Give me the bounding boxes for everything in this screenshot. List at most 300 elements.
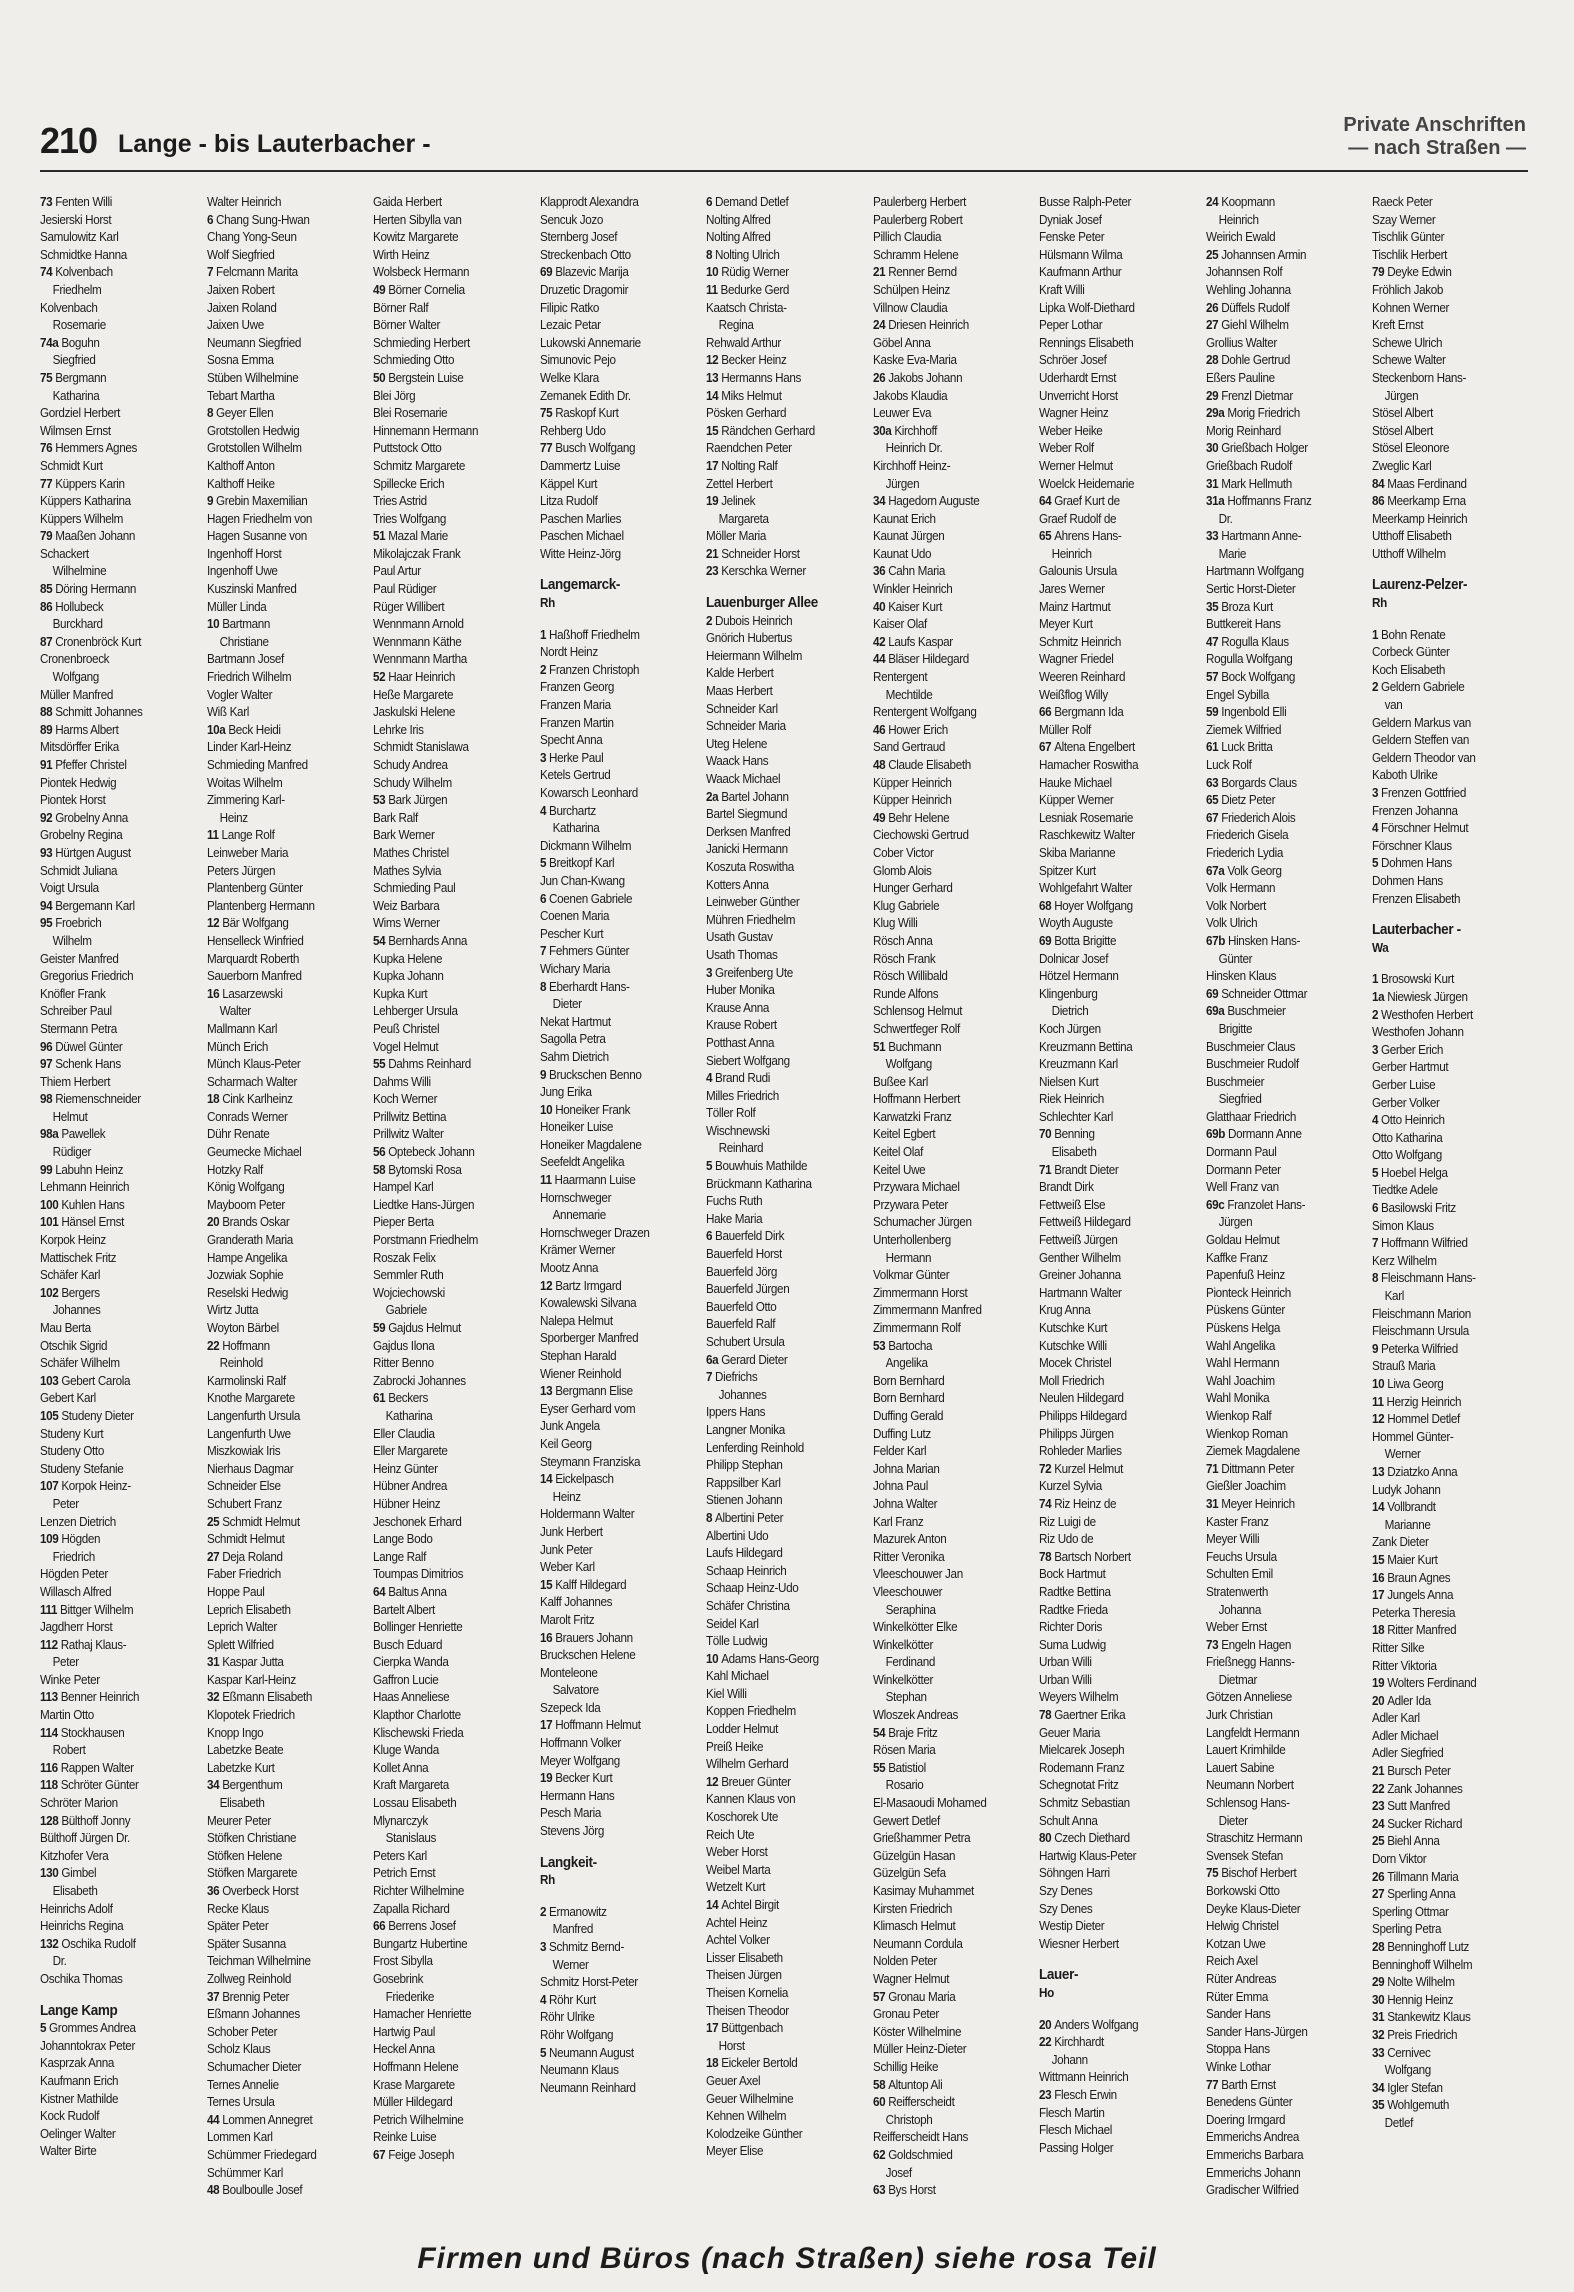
directory-entry: Zank Dieter [1372,1534,1429,1550]
resident-name: Cernivec [1387,2044,1431,2060]
house-number: 48 [872,757,888,772]
directory-entry: Marquardt Roberth [206,950,299,966]
resident-name: Froebrich [55,915,102,931]
directory-entry: Hoffmann Helene [373,2058,459,2074]
entry-continuation: Margareta [718,510,769,526]
directory-entry: Goldau Helmut [1205,1232,1279,1248]
directory-entry: Winke Peter [40,1671,100,1687]
directory-entry: Felder Karl [872,1443,926,1459]
directory-entry: Weyers Wilhelm [1039,1689,1119,1705]
directory-entry: Kock Rudolf [40,2108,100,2124]
directory-entry: Woelck Heidemarie [1039,475,1135,491]
directory-entry [1206,193,1343,211]
directory-entry: Dohmen Hans [1372,872,1443,888]
directory-entry: Weißflog Willy [1039,686,1108,702]
entry-continuation: Dr. [1218,510,1232,526]
house-number: 34 [1372,2079,1388,2095]
directory-entry: Weber Horst [706,1844,768,1860]
house-number: 60 [872,2094,888,2110]
directory-entry: Kolodzeike Günther [706,2125,803,2141]
directory-entry: Schmitz Horst-Peter [539,1974,638,1990]
house-number: 15 [539,1576,555,1592]
directory-entry: Sperling Ottmar [1372,1903,1449,1919]
directory-entry [373,1161,510,1179]
house-number: 21 [1372,1763,1388,1779]
directory-entry [373,527,510,545]
directory-entry: Galounis Ursula [1039,563,1117,579]
directory-entry: Wohlgefahrt Walter [1039,880,1133,896]
directory-entry: Kaunat Udo [872,545,931,561]
entry-continuation: Stanislaus [385,1830,436,1846]
directory-entry [1372,2096,1509,2114]
entry-continuation: Wolfgang [885,1056,932,1072]
directory-entry: Heinrichs Regina [40,1918,124,1934]
directory-entry [1372,970,1509,988]
directory-entry: Uteg Helene [706,735,768,751]
directory-entry: Küpper Werner [1039,792,1114,808]
directory-entry [706,387,843,405]
directory-entry: Pillich Claudia [872,229,941,245]
directory-entry: Wagner Heinz [1039,405,1109,421]
directory-entry [40,1284,177,1302]
directory-entry [1372,1586,1509,1604]
resident-name: Giehl Wilhelm [1220,317,1289,333]
house-number: 100 [40,1196,62,1212]
entry-continuation: Reinhard [718,1140,764,1156]
directory-column [40,193,177,2213]
house-number: 50 [373,369,389,385]
resident-name: Bartz Irmgard [554,1277,621,1293]
directory-entry [40,598,177,616]
directory-entry: Emmerichs Andrea [1205,2129,1299,2145]
directory-entry: Töller Rolf [706,1105,756,1121]
directory-column [373,193,510,2213]
directory-entry: Duffing Lutz [872,1425,931,1441]
house-number: 34 [872,493,888,509]
entry-continuation: Dr. [52,1953,67,1969]
directory-entry: Kaske Eva-Maria [872,352,957,368]
directory-entry: Utthoff Wilhelm [1372,545,1446,561]
resident-name: Rüdig Werner [721,264,789,280]
house-number: 64 [1039,493,1055,509]
directory-entry: Volk Ulrich [1205,915,1257,931]
directory-entry: Sperling Petra [1372,1921,1442,1937]
directory-entry: Bollinger Henriette [373,1619,463,1635]
house-number: 23 [1039,2086,1055,2102]
directory-entry: Kluge Wanda [373,1742,439,1758]
house-number: 10 [539,1101,555,1117]
directory-entry [706,2019,843,2037]
house-number: 77 [40,475,56,491]
directory-entry: Johna Walter [872,1495,937,1511]
house-number: 95 [40,915,56,931]
resident-name: Gaertner Erika [1054,1707,1126,1723]
directory-entry: Studeny Otto [40,1443,104,1459]
entry-continuation: Robert [52,1742,86,1758]
directory-entry [373,1389,510,1407]
directory-entry: Ludyk Johann [1372,1481,1441,1497]
house-number: 14 [1372,1499,1388,1515]
directory-entry: Kalde Herbert [706,665,774,681]
house-number: 76 [40,440,56,456]
resident-name: Coenen Gabriele [548,890,632,906]
directory-entry [1206,932,1343,950]
directory-entry [1206,809,1343,827]
directory-entry: Weirich Ewald [1205,229,1275,245]
directory-entry: Wennmann Arnold [373,616,464,632]
directory-entry: Riz Luigi de [1039,1513,1096,1529]
resident-name: Sutt Manfred [1387,1798,1450,1814]
resident-name: Kirchhoff [893,422,937,438]
directory-entry [373,1143,510,1161]
street-heading: Lange Kamp [40,2001,118,2019]
resident-name: Ahrens Hans- [1054,528,1122,544]
entry-continuation: Heinrich Dr. [885,440,942,456]
directory-entry: Fleischmann Ursula [1372,1323,1469,1339]
house-number: 11 [206,827,222,843]
directory-entry: Otschik Sigrid [40,1337,108,1353]
resident-name: Högden [61,1531,101,1547]
directory-entry [706,1368,843,1386]
house-number: 86 [40,598,56,614]
directory-entry [1372,475,1509,493]
directory-entry: Röhr Wolfgang [539,2026,613,2042]
directory-entry: Meerkamp Heinrich [1372,510,1468,526]
directory-entry [873,2181,1010,2199]
directory-entry: Knöfler Frank [40,985,106,1001]
directory-entry: Hamacher Henriette [373,2006,472,2022]
directory-entry [207,1688,344,1706]
directory-entry: Holdermann Walter [539,1506,634,1522]
directory-entry [40,897,177,915]
resident-name: Boguhn [61,334,100,350]
resident-name: Hürtgen August [55,844,131,860]
directory-entry [706,1157,843,1175]
resident-name: Bernhards Anna [388,932,468,948]
house-number: 14 [539,1471,555,1487]
directory-entry [540,749,677,767]
directory-entry: Mielcarek Joseph [1039,1742,1125,1758]
directory-column [706,193,843,2213]
house-number: 8 [706,1509,716,1525]
directory-entry: Jurk Christian [1205,1707,1272,1723]
directory-entry: Wirth Heinz [373,246,430,262]
directory-entry: Reselski Hedwig [206,1284,288,1300]
directory-entry: Sagolla Petra [539,1031,606,1047]
resident-name: Schröter Günter [60,1777,139,1793]
house-number: 46 [872,721,888,737]
house-number: 84 [1372,475,1388,491]
directory-entry: Kasimay Muhammet [872,1883,974,1898]
house-number: 25 [206,1513,222,1529]
house-number: 6 [206,211,216,227]
resident-name: Gronau Maria [887,1988,955,2004]
directory-entry [207,1882,344,1900]
directory-entry: Bruckschen Helene [539,1647,635,1663]
resident-name: Bartmann [221,616,270,632]
directory-entry: Leinweber Günther [706,894,800,910]
directory-entry: Paschen Marlies [539,510,621,526]
resident-name: Optebeck Johann [388,1144,475,1160]
house-number: 15 [706,422,722,438]
directory-entry [1372,1498,1509,1516]
directory-entry [1206,404,1343,422]
running-title: Lange - bis Lauterbacher - [118,130,431,158]
house-number: 3 [539,1939,549,1954]
directory-entry: Müller Hildegard [373,2094,453,2110]
resident-name: Franzolet Hans- [1226,1196,1305,1212]
directory-entry [40,1055,177,1073]
house-number: 30 [1205,440,1221,456]
directory-entry: Sander Hans-Jürgen [1205,2023,1307,2039]
directory-entry: Bark Werner [373,827,435,843]
directory-entry [40,369,177,387]
directory-column [540,193,677,2213]
directory-entry: Huber Monika [706,982,775,998]
directory-entry [40,809,177,827]
district-code: Rh [539,1872,555,1888]
directory-entry: Münch Erich [206,1038,268,1054]
directory-entry: Ziemek Wilfried [1205,721,1281,737]
resident-name: Büttgenbach [721,2020,783,2036]
house-number: 32 [1372,2026,1388,2042]
resident-name: Eßmann Elisabeth [221,1689,312,1705]
resident-name: Anders Wolfgang [1054,2016,1139,2032]
directory-entry: Buttkereit Hans [1205,616,1281,632]
entry-continuation: Josef [885,2164,912,2180]
directory-entry [1372,1973,1509,1991]
resident-name: Zank Johannes [1387,1780,1463,1796]
directory-entry: Kaspar Karl-Heinz [206,1671,296,1687]
directory-entry: Eller Margarete [373,1443,448,1459]
entry-continuation: Peter [52,1654,79,1670]
resident-name: Hemmers Agnes [55,440,138,456]
directory-entry [706,369,843,387]
house-number: 111 [40,1601,61,1617]
resident-name: Dubois Heinrich [715,612,793,628]
entry-continuation: Wolfgang [52,669,99,685]
directory-entry: Ritter Veronika [872,1548,944,1564]
resident-name: Beckers [388,1390,428,1406]
resident-name: Cahn Maria [887,563,945,579]
resident-name: Ingenbold Elli [1220,704,1286,720]
directory-entry: Franzen Maria [539,697,611,713]
directory-entry: Werner Helmut [1039,457,1113,473]
house-number: 37 [206,1988,222,2004]
house-number: 1 [1372,626,1382,642]
directory-entry: Schult Anna [1039,1812,1098,1828]
directory-entry [873,422,1010,440]
directory-entry: Fenske Peter [1039,229,1105,245]
directory-entry: Conrads Werner [206,1108,288,1124]
resident-name: Kaspar Jutta [221,1654,284,1670]
directory-entry: Kutschke Willi [1039,1337,1107,1353]
page-header [40,112,1534,172]
directory-entry: Riz Udo de [1039,1531,1094,1547]
directory-entry: Schümmer Friedegard [206,2146,317,2162]
directory-entry: Hötzel Hermann [1039,968,1119,984]
directory-entry [873,809,1010,827]
resident-name: Benning [1054,1126,1095,1142]
directory-entry [873,756,1010,774]
directory-entry [207,1653,344,1671]
resident-name: Bittger Wilhelm [60,1601,134,1617]
house-number: 58 [373,1161,389,1177]
directory-entry: Schmidt Juliana [40,862,118,878]
entry-continuation: Wilhelmine [52,563,107,579]
directory-entry: Dyniak Josef [1039,211,1102,227]
directory-entry: Papenfuß Heinz [1205,1267,1285,1283]
resident-name: Lasarzewski [221,985,283,1001]
directory-entry: Geldern Markus van [1372,714,1471,730]
resident-name: Neumann August [548,2044,634,2060]
directory-entry: Thiem Herbert [40,1073,111,1089]
directory-entry: Henselleck Winfried [206,932,304,948]
house-number: 7 [206,264,216,280]
directory-entry: Ritter Silke [1372,1639,1425,1655]
directory-entry [1372,1340,1509,1358]
resident-name: Sucker Richard [1387,1815,1463,1831]
house-number: 5 [40,2020,50,2036]
resident-name: Kolvenbach [55,264,113,280]
directory-entry: Geister Manfred [40,950,119,966]
directory-entry [40,1776,177,1794]
directory-entry: Lukowski Annemarie [539,334,641,350]
directory-entry [373,791,510,809]
directory-entry: Grollius Walter [1205,334,1277,350]
resident-name: Blazevic Marija [554,264,628,280]
resident-name: Schmitt Johannes [55,704,143,720]
directory-entry [40,475,177,493]
directory-entry: Rogulla Wolfgang [1205,651,1292,667]
directory-entry: Jagdherr Horst [40,1619,113,1635]
directory-entry: Johannsen Rolf [1205,264,1282,280]
directory-entry: Weber Karl [539,1559,595,1575]
entry-continuation: Hermann [885,1249,931,1265]
resident-name: Wohlgemuth [1387,2097,1450,2113]
directory-entry: Lehrke Iris [373,721,424,737]
directory-entry: Peper Lothar [1039,317,1103,333]
directory-entry: Petrich Wilhelmine [373,2111,464,2127]
directory-entry: Wetzelt Kurt [706,1879,766,1895]
directory-entry: Spitzer Kurt [1039,862,1096,878]
directory-entry [373,2146,510,2164]
directory-entry: Gregorius Friedrich [40,968,134,984]
directory-entry: Kowitz Margarete [373,229,459,245]
directory-entry [1372,1410,1509,1428]
directory-entry: Simon Klaus [1372,1217,1434,1233]
resident-name: Hollubeck [55,598,104,614]
directory-entry: Suma Ludwig [1039,1636,1106,1652]
directory-entry [706,1227,843,1245]
directory-entry [1039,1706,1176,1724]
directory-entry [873,492,1010,510]
resident-name: Hower Erich [887,721,948,737]
directory-entry: Stephan Harald [539,1348,616,1363]
entry-continuation: Brigitte [1218,1020,1252,1036]
directory-entry: Raschkewitz Walter [1039,827,1135,843]
directory-entry: Genther Wilhelm [1039,1249,1121,1265]
house-number: 4 [706,1070,716,1086]
section-title-line-2: — nach Straßen — [1348,137,1526,159]
directory-entry [1206,633,1343,651]
directory-entry: Zapalla Richard [373,1900,450,1916]
directory-entry: Karl Franz [872,1513,923,1529]
directory-entry: Bauerfeld Jörg [706,1263,778,1279]
page-number: 210 [40,120,98,161]
directory-entry [40,193,177,211]
resident-name: Kerschka Werner [721,563,806,579]
directory-entry: Müller Rolf [1039,721,1091,737]
house-number: 24 [1372,1815,1388,1831]
house-number: 69 [1205,985,1221,1001]
resident-name: Graef Kurt de [1054,493,1120,509]
directory-entry: Krase Margarete [373,2076,455,2092]
directory-entry [1372,2008,1509,2026]
directory-entry: Bauerfeld Otto [706,1298,777,1314]
directory-entry: Weiz Barbara [373,897,440,913]
entry-continuation: Marie [1218,545,1246,561]
directory-entry: Roszak Felix [373,1249,436,1265]
directory-entry: Grotstollen Wilhelm [206,440,302,456]
district-code: Rh [539,595,555,611]
directory-entry [1206,492,1343,510]
house-number: 30 [1372,1991,1388,2007]
directory-entry: Tiedtke Adele [1372,1182,1438,1198]
directory-entry [1372,2026,1509,2044]
house-number: 67 [1205,809,1221,825]
directory-entry: Rösch Willibald [872,968,948,984]
house-number: 5 [539,2044,549,2060]
directory-entry [1372,1006,1509,1024]
directory-entry: Langenfurth Uwe [206,1425,291,1441]
directory-entry [1039,1495,1176,1513]
directory-entry [1372,1199,1509,1217]
resident-name: Gimbel [61,1865,97,1881]
house-number: 17 [539,1717,555,1733]
directory-entry: Kowarsch Leonhard [539,785,638,800]
directory-entry [540,1382,677,1400]
directory-entry: Kannen Klaus von [706,1791,796,1807]
directory-entry: Pösken Gerhard [706,405,787,421]
resident-name: Overbeck Horst [221,1883,298,1898]
resident-name: Basilowski Fritz [1381,1200,1456,1216]
house-number: 73 [1205,1636,1221,1652]
directory-entry: Kalff Johannes [539,1594,612,1610]
directory-entry [207,1513,344,1531]
directory-entry: Meurer Peter [206,1812,271,1828]
resident-name: Rogulla Klaus [1220,633,1289,649]
directory-entry [540,978,677,996]
directory-entry: Schumacher Dieter [206,2058,301,2074]
directory-entry: Studeny Kurt [40,1425,104,1441]
house-number: 6 [706,1228,716,1244]
directory-entry: Püskens Günter [1205,1302,1285,1318]
directory-entry [1372,2079,1509,2097]
directory-entry [540,1716,677,1734]
directory-entry: Johna Paul [872,1478,928,1494]
directory-entry: Herten Sibylla van [373,211,462,227]
resident-name: Gajdus Helmut [388,1320,461,1335]
resident-name: Stockhausen [60,1724,125,1740]
directory-entry: Monteleone [539,1664,598,1680]
resident-name: Greifenberg Ute [715,964,793,980]
directory-entry: Volk Norbert [1205,897,1266,913]
directory-entry [207,211,344,229]
directory-entry: Adler Michael [1372,1727,1439,1743]
entry-continuation: Katharina [385,1407,433,1423]
directory-entry: Stösel Albert [1372,405,1434,421]
